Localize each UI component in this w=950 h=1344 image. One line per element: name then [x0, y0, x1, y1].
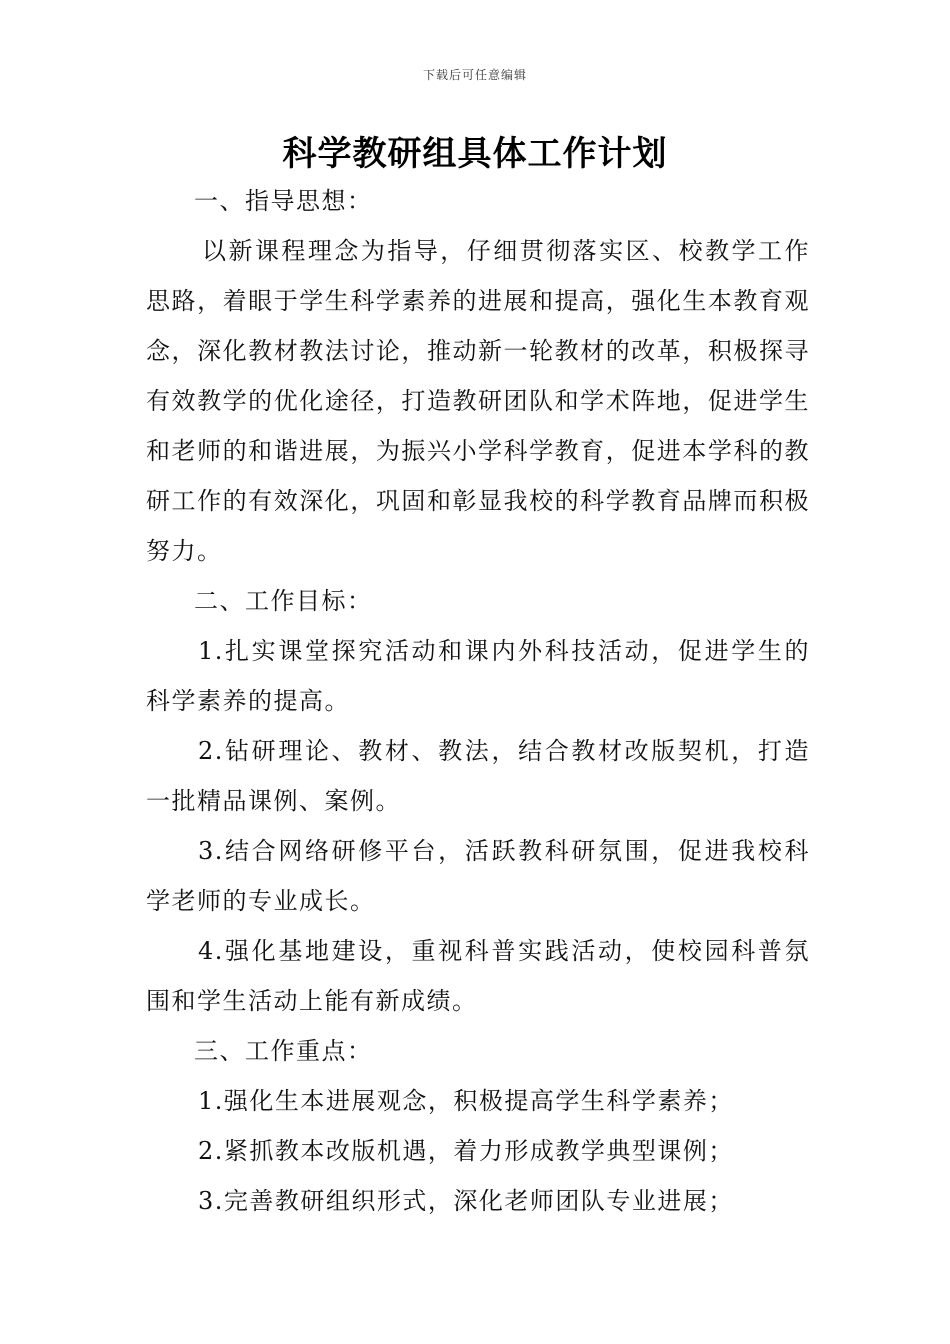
work-goal-item: 2.钻研理论、教材、教法，结合教材改版契机，打造一批精品课例、案例。	[146, 737, 810, 815]
section-paragraph-guiding-ideology: 以新课程理念为指导，仔细贯彻落实区、校教学工作思路，着眼于学生科学素养的进展和提高，强化生本教育观念，深化教材教法讨论，推动新一轮教材的改革，积极探寻有效教学的优化途径，打造教研团队和学术阵地，促进学生和老师的和谐进展，为振兴小学科学教育，促进本学科的教研工作的有效深化，巩固和彰显我校的科学教育品牌而积极努力。	[146, 237, 810, 565]
header-note: 下载后可任意编辑	[422, 68, 527, 82]
section-heading-work-focus: 三、工作重点：	[194, 1037, 373, 1065]
document-title: 科学教研组具体工作计划	[282, 134, 668, 174]
section-heading-work-goals: 二、工作目标：	[194, 587, 373, 615]
work-focus-item: 1.强化生本进展观念，积极提高学生科学素养；	[198, 1087, 734, 1115]
work-goal-item: 3.结合网络研修平台，活跃教科研氛围，促进我校科学老师的专业成长。	[146, 837, 810, 915]
section-heading-guiding-ideology: 一、指导思想：	[194, 187, 373, 215]
work-focus-item: 2.紧抓教本改版机遇，着力形成教学典型课例；	[198, 1137, 734, 1165]
work-focus-item: 3.完善教研组织形式，深化老师团队专业进展；	[198, 1187, 734, 1215]
document-body	[146, 176, 810, 1226]
work-goal-item: 1.扎实课堂探究活动和课内外科技活动，促进学生的科学素养的提高。	[146, 637, 810, 715]
work-goal-item: 4.强化基地建设，重视科普实践活动，使校园科普氛围和学生活动上能有新成绩。	[146, 937, 810, 1015]
